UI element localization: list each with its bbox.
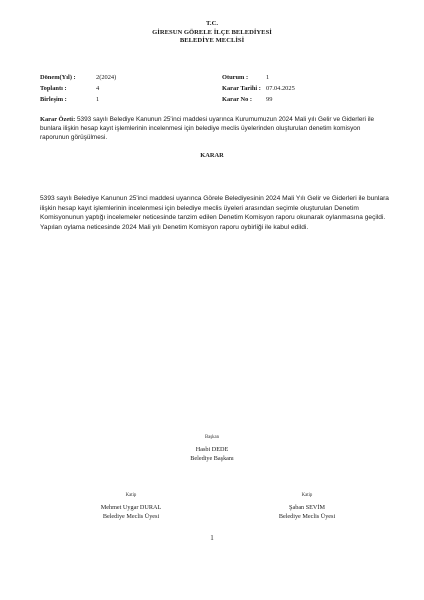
karar-no-label: Karar No :	[222, 96, 253, 103]
decision-title: KARAR	[200, 152, 224, 159]
meta-row-3	[40, 94, 380, 105]
karar-no-value: 99	[266, 96, 273, 103]
oturum-value: 1	[266, 74, 270, 81]
meta-row-2	[40, 83, 380, 94]
page-number: 1	[210, 534, 214, 542]
karar-tarihi-value: 07.04.2025	[266, 85, 295, 92]
signature-secretary-right	[252, 492, 362, 521]
signature-left-role: Katip	[125, 493, 137, 498]
document-header	[0, 20, 424, 46]
toplanti-value: 4	[96, 85, 100, 92]
signature-chair-role: Başkan	[204, 435, 220, 440]
signature-left-name: Mehmet Uygar DURAL	[100, 504, 162, 512]
decision-body: 5393 sayılı Belediye Kanunun 25'inci maddesi uyarınca Görele Belediyesinin 2024 Mali Yılı Gelir ve Giderleri ile bunlara ilişkin hesap kayıt işlemlerinin incelenmesi için belediye meclis üyeleri arasından seçimle oluşturulan Denetim Komisyonunun yaptığı incelemeler neticesinde tanzim edilen Denetim Komisyon raporu okunarak oylanmasına geçildi. Yapılan oylama neticesinde 2024 Mali yılı Denetim Komisyon raporu oybirliği ile kabul edildi.	[40, 195, 389, 231]
toplanti-label: Toplantı :	[40, 85, 67, 92]
signature-right-name: Şaban SEVİM	[289, 504, 325, 512]
signature-chair	[162, 434, 262, 463]
signature-secretary-left	[76, 492, 186, 521]
header-line-tc: T.C.	[206, 20, 218, 27]
decision-meta-table	[40, 72, 380, 105]
header-line-council: BELEDİYE MECLİSİ	[179, 37, 245, 45]
signature-chair-name: Hasbi DEDE	[195, 446, 229, 454]
birlesim-value: 1	[96, 96, 100, 103]
signature-right-role: Katip	[301, 493, 313, 498]
decision-summary	[40, 116, 384, 142]
signature-right-title: Belediye Meclis Üyesi	[278, 512, 336, 520]
signature-chair-title: Belediye Başkanı	[190, 454, 234, 462]
header-line-municipality: GİRESUN GÖRELE İLÇE BELEDİYESİ	[152, 28, 272, 36]
donem-value: 2(2024)	[96, 74, 117, 81]
summary-label: Karar Özeti:	[40, 116, 76, 123]
karar-tarihi-label: Karar Tarihi :	[222, 85, 261, 92]
meta-row-1	[40, 72, 380, 83]
donem-label: Dönem(Yıl) :	[40, 74, 76, 81]
oturum-label: Oturum :	[222, 74, 249, 81]
signature-left-title: Belediye Meclis Üyesi	[102, 512, 160, 520]
birlesim-label: Birleşim :	[40, 96, 67, 103]
summary-text: 5393 sayılı Belediye Kanunun 25'inci maddesi uyarınca Kurumumuzun 2024 Mali yılı Gelir ve Giderleri ile bunlara ilişkin hesap kayıt işlemlerinin incelenmesi için belediye meclis üyelerinden oluşturulan denetim komisyon raporunun görüşülmesi.	[40, 116, 375, 141]
